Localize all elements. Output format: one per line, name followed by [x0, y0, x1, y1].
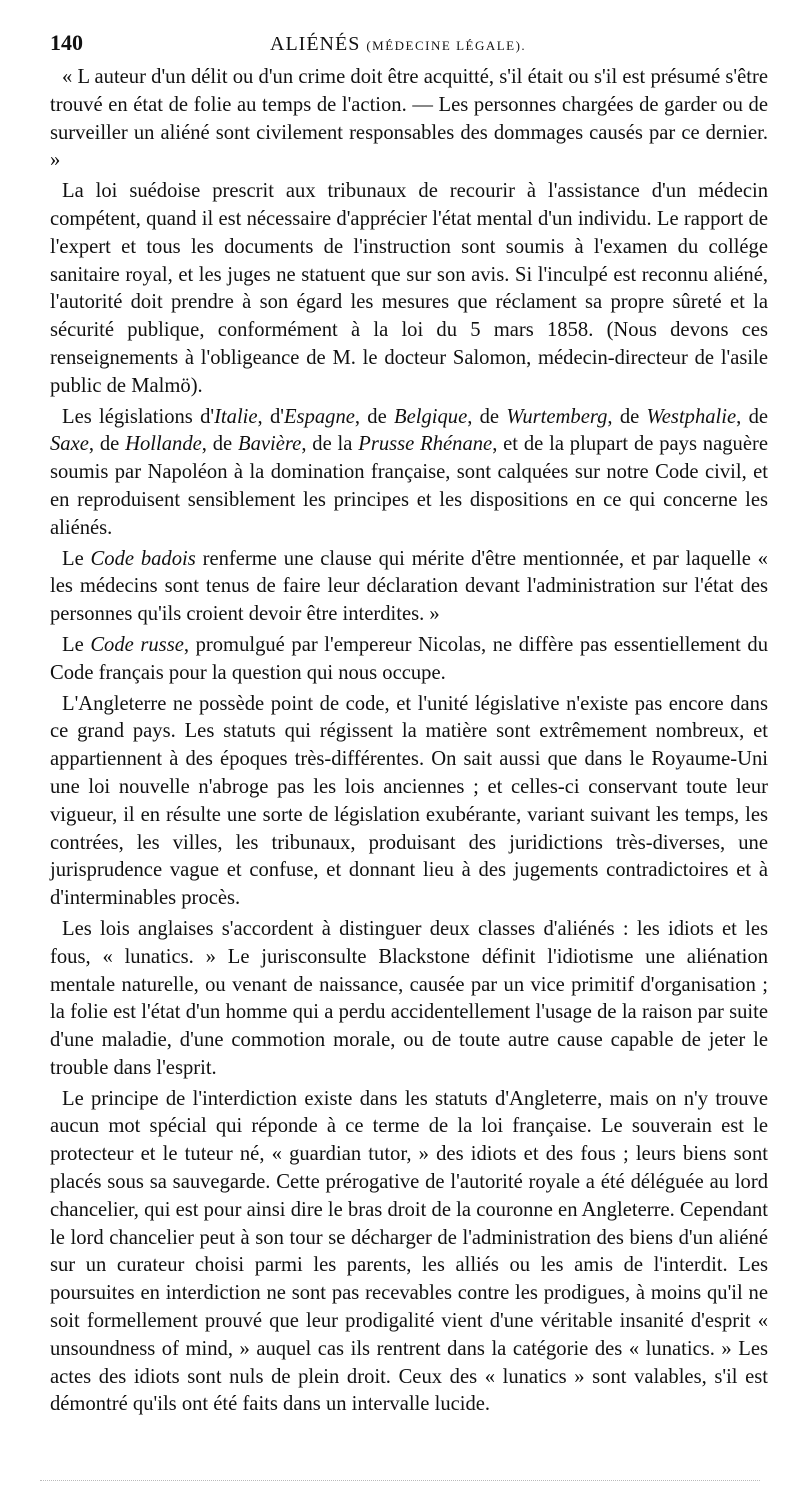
text-run: renferme une clause qui mérite d'être mentionnée, et par laquelle « les médecins sont tenus de faire leur déclaration devant l'administration sur l'état des personnes qu'ils croient devoir être interdites. »	[50, 547, 768, 626]
paragraph-england-statutes: L'Angleterre ne possède point de code, et l'unité législative n'existe pas encore dans ce grand pays. Les statuts qui régissent la matière sont extrêmement nombreux, et appartiennent à des époques très-différentes. On sait aussi que dans le Royaume-Uni une loi nouvelle n'abroge pas les lois anciennes ; et celles-ci conservant toute leur vigueur, il en résulte une sorte de législation exubérante, variant suivant les temps, les contrées, les villes, les tribunaux, produisant des juridictions très-diverses, une jurisprudence vague et confuse, et donnant lieu à des jugements contradictoires et à d'interminables procès.	[50, 692, 768, 910]
country-name: Westphalie	[646, 405, 737, 428]
country-name: Italie	[214, 405, 258, 428]
paragraph-swedish-penal-quote: « L auteur d'un délit ou d'un crime doit être acquitté, s'il était ou s'il est présumé s'être trouvé en état de folie au temps de l'action. — Les personnes chargées de garder ou de surveiller un aliéné sont civilement responsables des dommages causés par ce dernier. »	[50, 66, 768, 172]
paragraph-european-legislations	[50, 404, 768, 543]
paragraph-english-classes: Les lois anglaises s'accordent à distinguer deux classes d'aliénés : les idiots et les fous, « lunatics. » Le jurisconsulte Blackstone définit l'idiotisme une aliénation mentale naturelle, ou venant de naissance, causée par un vice primitif d'organisation ; la folie est l'état d'un homme qui a perdu accidentellement l'usage de la raison par suite d'une maladie, d'une commotion morale, ou de toute autre cause capable de jeter le trouble dans l'esprit.	[50, 917, 768, 1079]
text-run: Le	[62, 633, 91, 656]
text-run: , promulgué par l'empereur Nicolas, ne diffère pas essentiellement du Code français pour la question qui nous occupe.	[50, 633, 768, 684]
page-header	[50, 30, 768, 64]
running-title-sub: (MÉDECINE LÉGALE).	[366, 38, 527, 53]
paragraph-code-russe	[50, 632, 768, 688]
country-name: Saxe	[50, 433, 89, 456]
text-run: Le	[62, 547, 91, 570]
text-run: , et de la plupart de pays naguère soumis par Napoléon à la domination française, sont calquées sur notre Code civil, et en reproduisent sensiblement les principes et les dispositions en ce qui concerne les aliénés.	[50, 433, 768, 539]
text-run: Les législations d'	[62, 405, 215, 428]
country-name: Belgique	[394, 405, 468, 428]
text-run: , de	[607, 405, 647, 428]
page-number: 140	[50, 30, 83, 55]
text-run: , d'	[257, 405, 284, 428]
paragraph-swedish-law: La loi suédoise prescrit aux tribunaux de recourir à l'assistance d'un médecin compétent, quand il est nécessaire d'apprécier l'état mental d'un individu. Le rapport de l'expert et tous les documents de l'instruction sont soumis à l'examen du collége sanitaire royal, et les juges ne statuent que sur son avis. Si l'inculpé est reconnu aliéné, l'autorité doit prendre à son égard les mesures que réclament sa propre sûreté et la sécurité publique, conformément à la loi du 5 mars 1858. (Nous devons ces renseignements à l'obligeance de M. le docteur Salomon, médecin-directeur de l'asile public de Malmö).	[50, 180, 768, 397]
paragraph-code-badois	[50, 546, 768, 629]
text-run: , de la	[301, 433, 359, 456]
running-title	[270, 33, 526, 56]
country-name: Wurtemberg	[506, 405, 608, 428]
text-run: , de	[467, 405, 507, 428]
country-name: Espagne	[283, 405, 355, 428]
country-name: Prusse Rhénane	[358, 433, 493, 456]
text-run: , de	[201, 433, 239, 456]
paragraph-interdiction: Le principe de l'interdiction existe dans les statuts d'Angleterre, mais on n'y trouve aucun mot spécial qui réponde à ce terme de la loi française. Le souverain est le protecteur et le tuteur né, « guardian tutor, » des idiots et des fous ; leurs biens sont placés sous sa sauvegarde. Cette prérogative de l'autorité royale a été déléguée au lord chancelier, qui est pour ainsi dire le bras droit de la couronne en Angleterre. Cependant le lord chancelier peut à son tour se décharger de l'administration des biens d'un aliéné sur un curateur choisi parmi les parents, les alliés ou les amis de l'interdit. Les poursuites en interdiction ne sont pas recevables contre les prodigues, à moins qu'il ne soit formellement prouvé que leur prodigalité vient d'une véritable insanité d'esprit « unsoundness of mind, » auquel cas ils rentrent dans la catégorie des « lunatics. » Les actes des idiots sont nuls de plein droit. Ceux des « lunatics » sont valables, s'il est démontré qu'ils ont été faits dans un intervalle lucide.	[50, 1087, 768, 1416]
text-run: , de	[736, 405, 769, 428]
text-run: , de	[88, 433, 126, 456]
document-page	[50, 30, 768, 1422]
running-title-main: ALIÉNÉS	[270, 33, 361, 55]
country-name: Bavière	[238, 433, 302, 456]
country-name: Hollande	[125, 433, 202, 456]
bottom-scan-artifact-line	[40, 1480, 760, 1481]
text-run: , de	[354, 405, 395, 428]
code-name: Code russe	[90, 633, 184, 656]
code-name: Code badois	[90, 547, 196, 570]
